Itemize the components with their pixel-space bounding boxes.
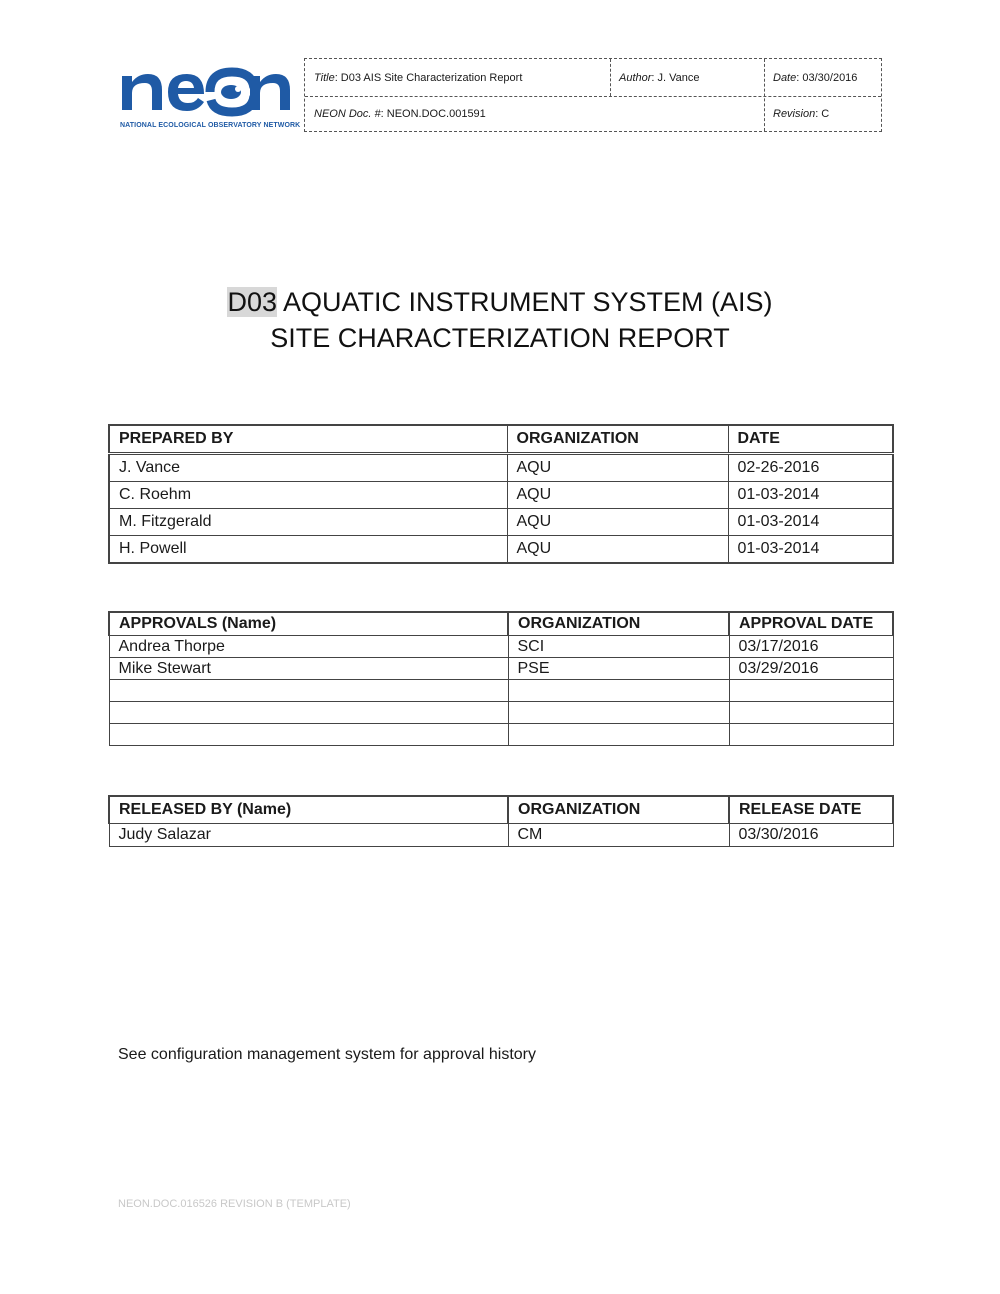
logo-tagline: NATIONAL ECOLOGICAL OBSERVATORY NETWORK bbox=[120, 122, 301, 129]
header-docnum-label: NEON Doc. # bbox=[314, 107, 381, 120]
table-header-row bbox=[109, 425, 893, 454]
table-cell bbox=[729, 724, 893, 746]
table-cell: J. Vance bbox=[109, 454, 507, 482]
column-header: PREPARED BY bbox=[109, 425, 507, 454]
header-author-label: Author bbox=[619, 71, 652, 84]
column-header: APPROVAL DATE bbox=[729, 612, 893, 636]
table-row bbox=[109, 824, 893, 847]
table-cell: Judy Salazar bbox=[109, 824, 508, 847]
document-title-line1 bbox=[0, 284, 1000, 320]
header-docnum-cell bbox=[305, 96, 764, 131]
table-row bbox=[109, 509, 893, 536]
table-cell: AQU bbox=[507, 454, 728, 482]
table-cell: 03/29/2016 bbox=[729, 658, 893, 680]
table-cell bbox=[109, 702, 508, 724]
document-title-line1-rest: AQUATIC INSTRUMENT SYSTEM (AIS) bbox=[276, 287, 773, 317]
table-cell bbox=[508, 724, 729, 746]
approvals-table bbox=[108, 611, 894, 746]
header-author-value: : J. Vance bbox=[651, 71, 700, 84]
document-title bbox=[0, 284, 1000, 356]
table-row bbox=[109, 724, 893, 746]
table-cell bbox=[109, 680, 508, 702]
table-row bbox=[109, 482, 893, 509]
column-header: ORGANIZATION bbox=[508, 612, 729, 636]
table-cell: CM bbox=[508, 824, 729, 847]
table-cell: 03/30/2016 bbox=[729, 824, 893, 847]
table-cell: PSE bbox=[508, 658, 729, 680]
document-header-box bbox=[304, 58, 882, 132]
neon-logo-mark bbox=[118, 58, 296, 118]
table-cell: AQU bbox=[507, 482, 728, 509]
header-docnum-value: : NEON.DOC.001591 bbox=[380, 107, 486, 120]
approval-history-note: See configuration management system for approval history bbox=[118, 1046, 536, 1063]
table-row bbox=[109, 658, 893, 680]
header-revision-cell bbox=[764, 96, 883, 131]
table-cell bbox=[508, 702, 729, 724]
table-cell: 03/17/2016 bbox=[729, 636, 893, 658]
header-title-label: Title bbox=[314, 71, 335, 84]
column-header: DATE bbox=[728, 425, 893, 454]
domain-code-highlight: D03 bbox=[227, 287, 277, 317]
table-cell: SCI bbox=[508, 636, 729, 658]
column-header: ORGANIZATION bbox=[507, 425, 728, 454]
table-cell bbox=[109, 724, 508, 746]
header-date-value: : 03/30/2016 bbox=[796, 71, 858, 84]
header-date-label: Date bbox=[773, 71, 797, 84]
column-header: ORGANIZATION bbox=[508, 796, 729, 824]
neon-logo bbox=[118, 58, 301, 134]
table-row bbox=[109, 454, 893, 482]
header-revision-label: Revision bbox=[773, 107, 816, 120]
table-cell: 01-03-2014 bbox=[728, 509, 893, 536]
table-cell bbox=[508, 680, 729, 702]
header-date-cell bbox=[764, 59, 883, 96]
column-header: APPROVALS (Name) bbox=[109, 612, 508, 636]
table-cell: 01-03-2014 bbox=[728, 482, 893, 509]
table-cell: M. Fitzgerald bbox=[109, 509, 507, 536]
table-cell bbox=[729, 702, 893, 724]
table-cell: 01-03-2014 bbox=[728, 536, 893, 564]
table-header-row bbox=[109, 612, 893, 636]
table-row bbox=[109, 536, 893, 564]
prepared-by-table bbox=[108, 424, 894, 564]
table-row bbox=[109, 636, 893, 658]
table-header-row bbox=[109, 796, 893, 824]
table-row bbox=[109, 680, 893, 702]
table-cell: AQU bbox=[507, 509, 728, 536]
table-cell bbox=[729, 680, 893, 702]
table-cell: C. Roehm bbox=[109, 482, 507, 509]
table-cell: AQU bbox=[507, 536, 728, 564]
table-cell: 02-26-2016 bbox=[728, 454, 893, 482]
table-cell: H. Powell bbox=[109, 536, 507, 564]
column-header: RELEASED BY (Name) bbox=[109, 796, 508, 824]
document-title-line2: SITE CHARACTERIZATION REPORT bbox=[270, 323, 730, 353]
header-author-cell bbox=[610, 59, 764, 96]
column-header: RELEASE DATE bbox=[729, 796, 893, 824]
template-footer: NEON.DOC.016526 REVISION B (TEMPLATE) bbox=[118, 1198, 351, 1210]
released-by-table bbox=[108, 795, 894, 847]
table-row bbox=[109, 702, 893, 724]
header-title-cell bbox=[305, 59, 610, 96]
header-title-value: : D03 AIS Site Characterization Report bbox=[334, 71, 523, 84]
table-cell: Andrea Thorpe bbox=[109, 636, 508, 658]
table-cell: Mike Stewart bbox=[109, 658, 508, 680]
header-revision-value: : C bbox=[815, 107, 830, 120]
